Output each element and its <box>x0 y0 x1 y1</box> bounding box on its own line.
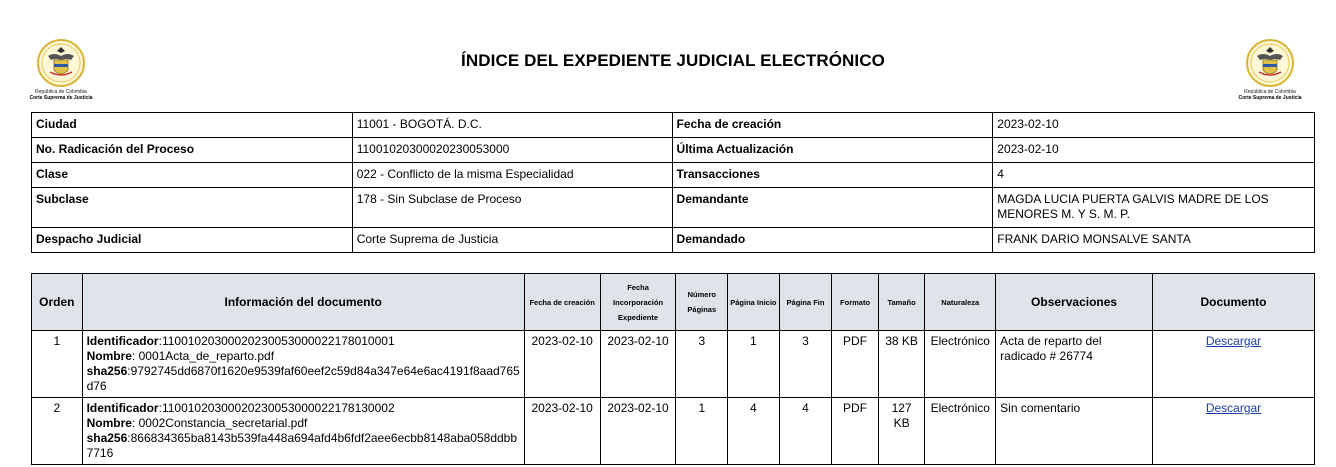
header-fecha-incorporacion: Fecha Incorporación Expediente <box>600 274 676 331</box>
page-title: ÍNDICE DEL EXPEDIENTE JUDICIAL ELECTRÓNICO <box>461 51 885 70</box>
header-num-paginas: Número Páginas <box>676 274 728 331</box>
value-sha256: 9792745dd6870f1620e9539faf60eef2c59d84a347e64e6ac4191f8aad765d76 <box>86 364 520 393</box>
header-naturaleza: Naturaleza <box>925 274 996 331</box>
table-row <box>32 398 1315 465</box>
cell-observaciones: Acta de reparto del radicado # 26774 <box>996 331 1153 398</box>
info-row <box>32 113 1315 138</box>
info-row <box>32 163 1315 188</box>
value-identificador: 11001020300020230053000022178130002 <box>161 401 395 415</box>
info-value: 2023-02-10 <box>993 138 1315 163</box>
seal-court-text: Corte Suprema de Justicia <box>1238 95 1302 101</box>
header-tamano: Tamaño <box>878 274 925 331</box>
info-value: 11001 - BOGOTÁ. D.C. <box>352 113 672 138</box>
header-formato: Formato <box>832 274 879 331</box>
cell-naturaleza: Electrónico <box>925 331 996 398</box>
download-link[interactable]: Descargar <box>1205 401 1262 415</box>
cell-document-info: Identificador:11001020300020230053000022178010001 Nombre: 0001Acta_de_reparto.pdf sha256:9792745dd6870f1620e9539faf60eef2c59d84a347e64e6ac4191f8aad765d76 <box>82 331 524 398</box>
label-identificador: Identificador <box>86 334 159 348</box>
label-nombre: Nombre <box>86 416 132 430</box>
info-row <box>32 138 1315 163</box>
info-label: Demandante <box>672 188 993 228</box>
info-label: Demandado <box>672 228 993 253</box>
cell-pag-inicio: 1 <box>728 331 780 398</box>
value-identificador: 11001020300020230053000022178010001 <box>161 334 395 348</box>
info-value: Corte Suprema de Justicia <box>352 228 672 253</box>
cell-documento <box>1152 331 1314 398</box>
header-fecha-creacion: Fecha de creación <box>524 274 600 331</box>
info-row <box>32 188 1315 228</box>
cell-fecha-creacion: 2023-02-10 <box>524 331 600 398</box>
case-info-table <box>31 112 1315 253</box>
seal-country-text: República de Colombia <box>35 89 87 95</box>
value-nombre: 0001Acta_de_reparto.pdf <box>138 349 275 363</box>
label-nombre: Nombre <box>86 349 132 363</box>
cell-orden: 1 <box>32 331 83 398</box>
info-value: 4 <box>993 163 1315 188</box>
info-value: 11001020300020230053000 <box>352 138 672 163</box>
cell-num-paginas: 1 <box>676 398 728 465</box>
info-label: Ciudad <box>32 113 353 138</box>
cell-fecha-creacion: 2023-02-10 <box>524 398 600 465</box>
info-value: 022 - Conflicto de la misma Especialidad <box>352 163 672 188</box>
info-row <box>32 228 1315 253</box>
cell-documento <box>1152 398 1314 465</box>
header-pag-fin: Página Fin <box>779 274 832 331</box>
info-value: 178 - Sin Subclase de Proceso <box>352 188 672 228</box>
info-label: Despacho Judicial <box>32 228 353 253</box>
cell-pag-inicio: 4 <box>728 398 780 465</box>
table-header-row <box>32 274 1315 331</box>
seal-court-text: Corte Suprema de Justicia <box>29 95 93 101</box>
cell-tamano: 127 KB <box>878 398 925 465</box>
download-link[interactable]: Descargar <box>1205 334 1262 348</box>
cell-pag-fin: 4 <box>779 398 832 465</box>
documents-table <box>31 273 1315 465</box>
info-label: Fecha de creación <box>672 113 993 138</box>
value-nombre: 0002Constancia_secretarial.pdf <box>138 416 308 430</box>
seal-country-text: República de Colombia <box>1244 89 1296 95</box>
label-sha256: sha256 <box>86 431 128 445</box>
cell-formato: PDF <box>832 331 879 398</box>
cell-num-paginas: 3 <box>676 331 728 398</box>
cell-fecha-incorporacion: 2023-02-10 <box>600 331 676 398</box>
info-value: FRANK DARIO MONSALVE SANTA <box>993 228 1315 253</box>
info-label: Transacciones <box>672 163 993 188</box>
header-info: Información del documento <box>82 274 524 331</box>
cell-formato: PDF <box>832 398 879 465</box>
cell-fecha-incorporacion: 2023-02-10 <box>600 398 676 465</box>
value-sha256: 866834365ba8143b539fa448a694afd4b6fdf2aee6ecbb8148aba058ddbb7716 <box>86 431 518 460</box>
header-orden: Orden <box>32 274 83 331</box>
info-label: Última Actualización <box>672 138 993 163</box>
header-documento: Documento <box>1152 274 1314 331</box>
info-label: No. Radicación del Proceso <box>32 138 353 163</box>
label-identificador: Identificador <box>86 401 159 415</box>
header-pag-inicio: Página Inicio <box>728 274 780 331</box>
cell-tamano: 38 KB <box>878 331 925 398</box>
cell-pag-fin: 3 <box>779 331 832 398</box>
cell-orden: 2 <box>32 398 83 465</box>
label-sha256: sha256 <box>86 364 128 378</box>
cell-naturaleza: Electrónico <box>925 398 996 465</box>
info-value: MAGDA LUCIA PUERTA GALVIS MADRE DE LOS MENORES M. Y S. M. P. <box>993 188 1315 228</box>
header-observaciones: Observaciones <box>996 274 1153 331</box>
info-value: 2023-02-10 <box>993 113 1315 138</box>
info-label: Clase <box>32 163 353 188</box>
info-label: Subclase <box>32 188 353 228</box>
table-row <box>32 331 1315 398</box>
cell-document-info: Identificador:11001020300020230053000022178130002 Nombre: 0002Constancia_secretarial.pdf sha256:866834365ba8143b539fa448a694afd4b6fdf2aee6ecbb8148aba058ddbb7716 <box>82 398 524 465</box>
cell-observaciones: Sin comentario <box>996 398 1153 465</box>
